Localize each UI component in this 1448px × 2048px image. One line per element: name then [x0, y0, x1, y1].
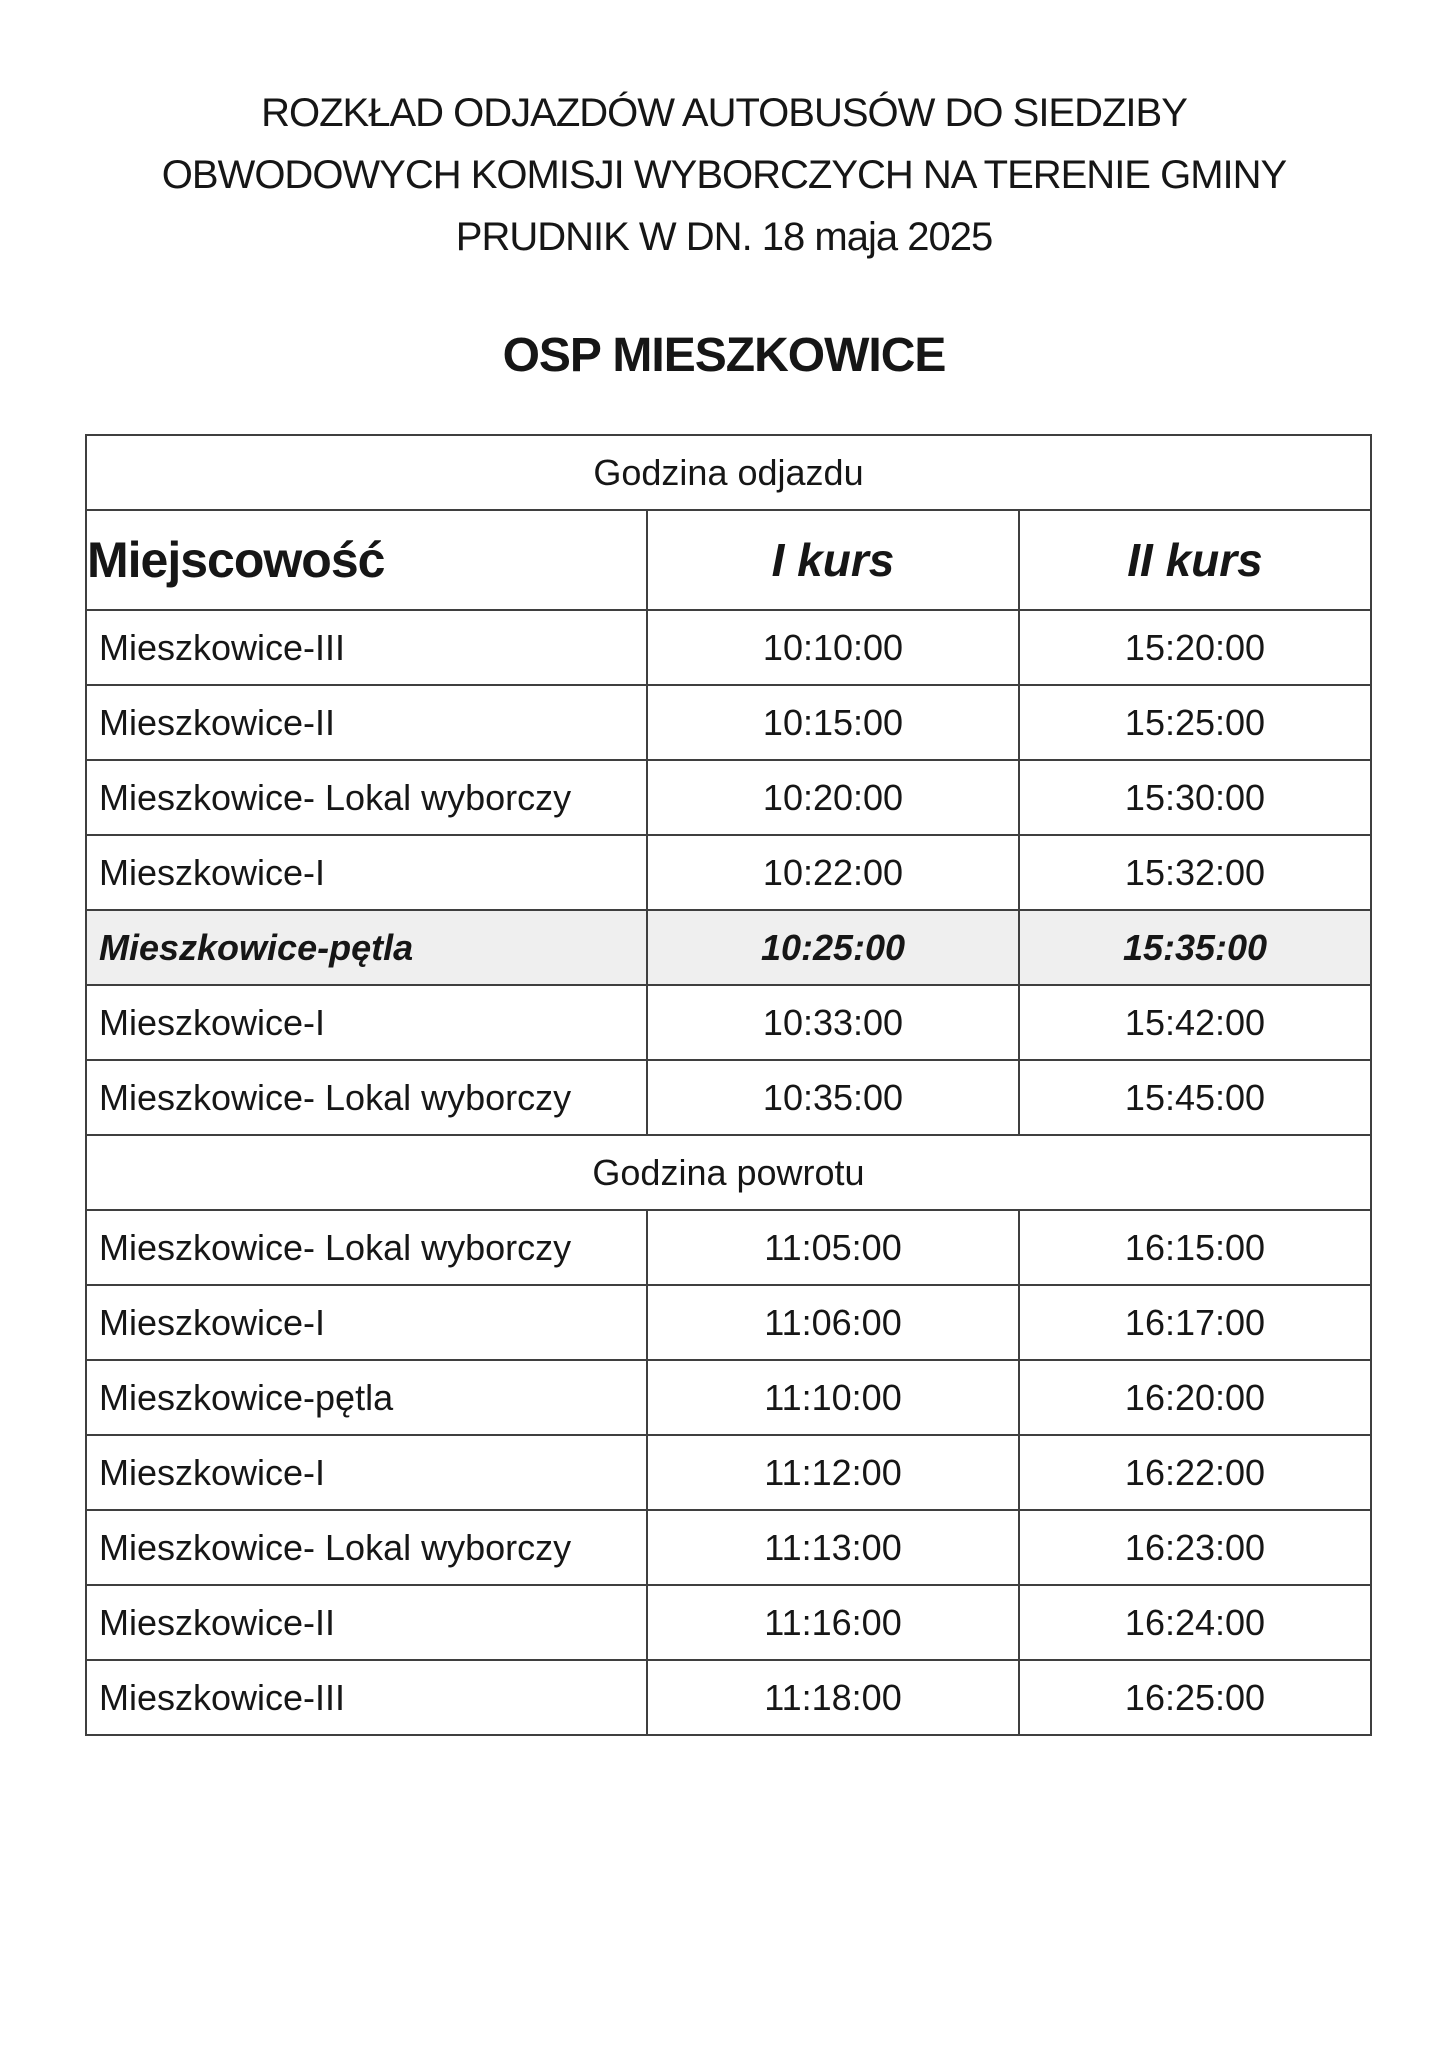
place-cell: Mieszkowice-II	[86, 1585, 647, 1660]
kurs2-time-cell: 16:24:00	[1019, 1585, 1371, 1660]
kurs1-time-cell: 11:12:00	[647, 1435, 1019, 1510]
kurs1-time-cell: 11:06:00	[647, 1285, 1019, 1360]
table-row	[86, 610, 1371, 685]
page-subtitle: OSP MIESZKOWICE	[502, 329, 946, 382]
kurs2-time-cell: 16:22:00	[1019, 1435, 1371, 1510]
kurs2-time-cell: 16:23:00	[1019, 1510, 1371, 1585]
section-header-departure: Godzina odjazdu	[86, 435, 1371, 510]
page-title	[0, 82, 1448, 268]
table-row	[86, 985, 1371, 1060]
table-row	[86, 1360, 1371, 1435]
kurs2-time-cell: 15:20:00	[1019, 610, 1371, 685]
table-row	[86, 1435, 1371, 1510]
kurs2-time-cell: 16:17:00	[1019, 1285, 1371, 1360]
returns-body	[86, 1210, 1371, 1735]
kurs1-time-cell: 11:05:00	[647, 1210, 1019, 1285]
place-cell: Mieszkowice- Lokal wyborczy	[86, 1510, 647, 1585]
page-title-line-3: PRUDNIK W DN. 18 maja 2025	[455, 215, 993, 259]
table-row	[86, 1210, 1371, 1285]
place-cell: Mieszkowice-II	[86, 685, 647, 760]
place-cell: Mieszkowice-pętla	[86, 1360, 647, 1435]
kurs2-time-cell: 15:45:00	[1019, 1060, 1371, 1135]
place-cell: Mieszkowice- Lokal wyborczy	[86, 1060, 647, 1135]
table-row	[86, 1585, 1371, 1660]
departures-body	[86, 610, 1371, 1135]
kurs1-time-cell: 11:13:00	[647, 1510, 1019, 1585]
place-cell: Mieszkowice-I	[86, 1435, 647, 1510]
kurs2-time-cell: 15:30:00	[1019, 760, 1371, 835]
place-cell: Mieszkowice-I	[86, 1285, 647, 1360]
column-header-kurs2: II kurs	[1019, 510, 1371, 610]
page-title-line-1: ROZKŁAD ODJAZDÓW AUTOBUSÓW DO SIEDZIBY	[261, 91, 1187, 135]
column-header-row	[86, 510, 1371, 610]
kurs2-time-cell: 16:25:00	[1019, 1660, 1371, 1735]
page-title-line-2: OBWODOWYCH KOMISJI WYBORCZYCH NA TERENIE GMINY	[161, 153, 1287, 197]
table-row	[86, 1660, 1371, 1735]
kurs1-time-cell: 10:10:00	[647, 610, 1019, 685]
kurs2-time-cell: 15:42:00	[1019, 985, 1371, 1060]
table-row	[86, 685, 1371, 760]
table-row	[86, 835, 1371, 910]
place-cell: Mieszkowice- Lokal wyborczy	[86, 760, 647, 835]
column-header-place: Miejscowość	[86, 510, 647, 610]
table-row	[86, 1060, 1371, 1135]
section-header-return-row	[86, 1135, 1371, 1210]
bus-schedule-table	[85, 434, 1372, 1736]
section-header-return: Godzina powrotu	[86, 1135, 1371, 1210]
kurs1-time-cell: 10:20:00	[647, 760, 1019, 835]
table-row	[86, 1510, 1371, 1585]
place-cell: Mieszkowice-pętla	[86, 910, 647, 985]
place-cell: Mieszkowice-I	[86, 835, 647, 910]
place-cell: Mieszkowice- Lokal wyborczy	[86, 1210, 647, 1285]
table-row	[86, 760, 1371, 835]
place-cell: Mieszkowice-I	[86, 985, 647, 1060]
kurs1-time-cell: 11:10:00	[647, 1360, 1019, 1435]
kurs1-time-cell: 11:18:00	[647, 1660, 1019, 1735]
section-header-departure-row	[86, 435, 1371, 510]
table-row	[86, 910, 1371, 985]
kurs2-time-cell: 16:15:00	[1019, 1210, 1371, 1285]
column-header-kurs1: I kurs	[647, 510, 1019, 610]
kurs1-time-cell: 10:33:00	[647, 985, 1019, 1060]
kurs1-time-cell: 10:15:00	[647, 685, 1019, 760]
kurs1-time-cell: 10:25:00	[647, 910, 1019, 985]
kurs1-time-cell: 11:16:00	[647, 1585, 1019, 1660]
kurs2-time-cell: 15:32:00	[1019, 835, 1371, 910]
kurs2-time-cell: 16:20:00	[1019, 1360, 1371, 1435]
kurs2-time-cell: 15:25:00	[1019, 685, 1371, 760]
table-row	[86, 1285, 1371, 1360]
place-cell: Mieszkowice-III	[86, 1660, 647, 1735]
kurs1-time-cell: 10:35:00	[647, 1060, 1019, 1135]
place-cell: Mieszkowice-III	[86, 610, 647, 685]
kurs2-time-cell: 15:35:00	[1019, 910, 1371, 985]
kurs1-time-cell: 10:22:00	[647, 835, 1019, 910]
